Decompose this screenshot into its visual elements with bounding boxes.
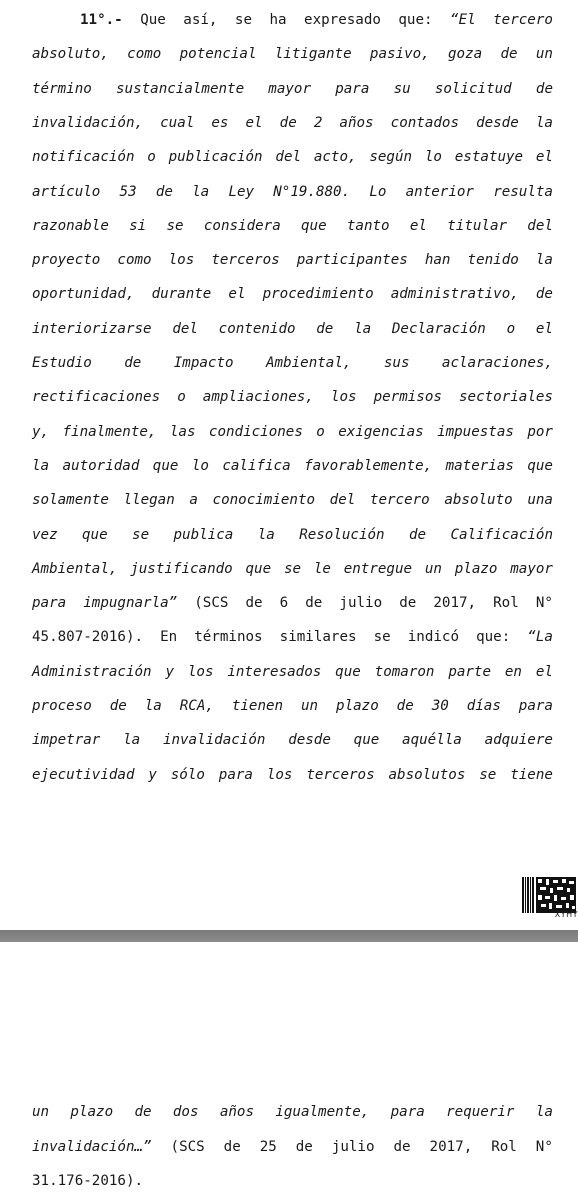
word: sustancialmente <box>115 80 245 97</box>
word: de <box>396 698 414 714</box>
word: materias <box>445 457 514 474</box>
word: Calificación <box>450 526 553 543</box>
word: N° <box>535 595 553 612</box>
word: de <box>155 183 173 200</box>
word: participantes <box>296 252 408 269</box>
text-line <box>32 456 553 476</box>
word: impetrar <box>32 732 101 749</box>
word: 25 <box>259 1138 277 1155</box>
text-line <box>32 216 553 236</box>
word: 11°.- <box>80 12 123 28</box>
word: “La <box>527 629 553 646</box>
word: solamente <box>32 492 109 509</box>
word: igualmente, <box>275 1104 370 1120</box>
word: el <box>535 663 553 680</box>
word: acto, <box>313 149 357 166</box>
word: para <box>32 595 67 612</box>
word: 6 <box>279 595 289 612</box>
word: de <box>535 286 553 303</box>
text-line <box>32 525 553 545</box>
word: indicó <box>407 629 460 646</box>
word: exigencias <box>338 423 424 440</box>
word: tercero <box>369 492 430 509</box>
word: una <box>527 492 553 509</box>
text-line <box>32 147 553 167</box>
word: terceros <box>211 252 280 269</box>
word: durante <box>151 286 212 303</box>
word: desde <box>288 732 331 749</box>
word: de <box>393 1138 411 1155</box>
word: N° <box>535 1138 553 1155</box>
word: 53 <box>119 183 137 200</box>
word: se <box>166 217 184 234</box>
word: litigante <box>274 46 352 63</box>
word: Rol <box>493 595 519 612</box>
word: parte <box>448 663 492 680</box>
text-line <box>32 284 553 304</box>
word: tenido <box>467 252 519 269</box>
word: autoridad <box>62 457 140 474</box>
word: interesados <box>227 663 322 680</box>
word: 30 <box>431 698 449 714</box>
word: que: <box>398 12 433 28</box>
word: un <box>535 46 553 63</box>
text-line <box>32 182 553 202</box>
word: notificación <box>32 149 135 166</box>
word: ampliaciones, <box>202 389 314 406</box>
word: de <box>295 1138 313 1155</box>
word: invalidación, <box>32 114 144 131</box>
text-line <box>32 1137 553 1157</box>
word: Resolución <box>299 526 385 543</box>
word: impugnarla” <box>83 595 178 612</box>
word: que <box>245 560 272 577</box>
word: resulta <box>493 183 553 200</box>
word: del <box>329 492 356 509</box>
word: administrativo, <box>390 286 519 303</box>
text-line <box>32 422 553 442</box>
word: la <box>354 320 372 337</box>
word: términos <box>194 629 263 646</box>
word: terceros <box>306 766 375 783</box>
word: Ley <box>228 183 255 200</box>
word: la <box>535 1104 553 1120</box>
word: Impacto <box>173 355 234 371</box>
word: (SCS <box>194 595 229 612</box>
word: años <box>219 1104 255 1120</box>
word: contados <box>390 114 459 131</box>
page-divider <box>0 930 578 942</box>
word: lo <box>191 457 209 474</box>
text-line <box>32 353 553 373</box>
word: proceso <box>32 698 92 714</box>
word: de <box>223 1138 241 1155</box>
word: o <box>177 389 186 406</box>
word: Lo <box>369 183 387 200</box>
word: En <box>160 629 178 646</box>
word: similares <box>279 629 357 646</box>
word: artículo <box>32 183 101 200</box>
word: como <box>127 46 162 63</box>
word: procedimiento <box>262 286 374 303</box>
word: y <box>148 766 157 783</box>
word: la <box>535 114 553 131</box>
word: requerir <box>446 1104 515 1120</box>
word: el <box>535 320 553 337</box>
word: estatuye <box>454 149 524 166</box>
word: tanto <box>346 217 390 234</box>
text-line <box>32 765 553 785</box>
word: de <box>124 355 142 371</box>
word: a <box>189 492 198 509</box>
word: han <box>424 252 451 269</box>
word: de <box>245 595 263 612</box>
word: califica <box>222 457 291 474</box>
word: RCA, <box>179 698 214 714</box>
word: lo <box>424 149 442 166</box>
word: el <box>535 149 553 166</box>
word: cual <box>160 114 195 131</box>
word: para <box>518 698 553 714</box>
word: de <box>316 320 334 337</box>
word: las <box>169 423 196 440</box>
word: anterior <box>405 183 474 200</box>
word: sus <box>383 355 410 371</box>
word: de <box>279 114 297 131</box>
word: de <box>535 80 553 97</box>
text-line <box>32 593 553 613</box>
word: o <box>506 320 516 337</box>
text-line <box>32 627 553 647</box>
word: 45.807-2016). <box>32 629 144 646</box>
word: término <box>32 80 92 97</box>
word: 2 <box>313 114 323 131</box>
word: Declaración <box>391 320 486 337</box>
word: invalidación <box>162 732 266 749</box>
word: Que <box>140 12 166 28</box>
word: permisos <box>373 389 442 406</box>
word: pasivo, <box>369 46 430 63</box>
word: solicitud <box>434 80 512 97</box>
word: finalmente, <box>62 423 157 440</box>
word: dos <box>172 1104 199 1120</box>
text-line <box>32 44 553 64</box>
word: un <box>424 560 442 577</box>
word: que <box>152 457 179 474</box>
word: así, <box>183 12 218 28</box>
word: que <box>301 217 327 234</box>
word: tercero <box>493 12 553 28</box>
word: que <box>353 732 380 749</box>
word: absoluto <box>444 492 513 509</box>
word: y <box>165 663 174 680</box>
word: julio <box>331 1138 375 1155</box>
text-line <box>32 662 553 682</box>
word: 2017, <box>433 595 477 612</box>
text-line <box>32 79 553 99</box>
word: que <box>335 663 361 680</box>
word: desde <box>476 114 519 131</box>
barcode-code: XYHY <box>554 910 578 919</box>
word: titular <box>447 217 508 234</box>
word: el <box>409 217 427 234</box>
word: del <box>172 320 198 337</box>
word: plazo <box>336 698 379 714</box>
word: 31.176-2016). <box>32 1173 144 1189</box>
word: un <box>301 698 319 714</box>
word: para <box>218 766 253 783</box>
text-line <box>32 387 553 407</box>
word: que: <box>476 629 511 646</box>
word: días <box>466 698 501 714</box>
word: la <box>535 252 553 269</box>
text-line <box>32 490 553 510</box>
word: condiciones <box>208 423 303 440</box>
word: Ambiental, <box>32 560 118 577</box>
word: Administración <box>32 663 152 680</box>
word: del <box>527 217 553 234</box>
word: 2017, <box>429 1138 473 1155</box>
word: Estudio <box>32 355 92 371</box>
word: plazo <box>70 1104 114 1120</box>
word: contenido <box>218 320 296 337</box>
word: la <box>257 526 275 543</box>
text-line <box>32 250 553 270</box>
word: goza <box>448 46 483 63</box>
word: el <box>228 286 246 303</box>
word: o <box>316 423 325 440</box>
word: N°19.880. <box>273 183 351 200</box>
word: se <box>479 766 497 783</box>
word: los <box>187 663 214 680</box>
word: de <box>134 1104 152 1120</box>
word: si <box>129 217 147 234</box>
text-line <box>32 559 553 579</box>
text-line <box>32 730 553 750</box>
text-line <box>32 319 553 339</box>
word: según <box>369 149 413 166</box>
word: oportunidad, <box>32 286 135 303</box>
word: o <box>147 149 156 166</box>
word: expresado <box>304 12 381 28</box>
word: el <box>245 114 263 131</box>
word: publica <box>173 526 234 543</box>
word: (SCS <box>170 1138 205 1155</box>
word: en <box>504 663 522 680</box>
word: conocimiento <box>212 492 316 509</box>
word: mayor <box>268 80 312 97</box>
word: considera <box>203 217 281 234</box>
word: Rol <box>491 1138 517 1155</box>
word: su <box>393 80 411 97</box>
word: tomaron <box>374 663 435 680</box>
word: sectoriales <box>459 389 553 406</box>
word: impuestas <box>437 423 514 440</box>
word: tienen <box>231 698 284 714</box>
word: julio <box>339 595 383 612</box>
word: ejecutividad <box>32 766 135 783</box>
word: tiene <box>510 766 553 783</box>
word: para <box>390 1104 425 1120</box>
text-line <box>32 1102 553 1122</box>
word: proyecto <box>32 252 101 269</box>
text-line <box>32 113 553 133</box>
word: de <box>399 595 417 612</box>
word: se <box>373 629 391 646</box>
word: y, <box>32 423 50 440</box>
word: del <box>275 149 302 166</box>
word: es <box>211 114 229 131</box>
word: le <box>313 560 331 577</box>
word: absoluto, <box>32 46 109 63</box>
text-line <box>32 696 553 716</box>
word: justificando <box>130 560 233 577</box>
word: que <box>527 457 553 474</box>
word: los <box>266 766 293 783</box>
word: se <box>283 560 302 577</box>
word: de <box>305 595 323 612</box>
word: los <box>330 389 357 406</box>
word: invalidación…” <box>32 1138 152 1155</box>
word: mayor <box>510 560 553 577</box>
word: rectificaciones <box>32 389 161 406</box>
word: ha <box>269 12 287 28</box>
word: como <box>117 252 152 269</box>
word: de <box>500 46 518 63</box>
word: publicación <box>168 149 263 166</box>
word: aquélla <box>402 732 462 749</box>
word: sólo <box>170 766 205 783</box>
word: potencial <box>179 46 257 63</box>
word: la <box>192 183 210 200</box>
word: la <box>32 457 50 474</box>
word: aclaraciones, <box>441 355 553 371</box>
word: años <box>339 114 374 131</box>
word: los <box>168 252 195 269</box>
word: de <box>409 526 427 543</box>
word: interiorizarse <box>32 320 152 337</box>
word: absolutos <box>388 766 466 783</box>
word: plazo <box>454 560 498 577</box>
word: la <box>144 698 162 714</box>
word: llegan <box>123 492 175 509</box>
word: para <box>335 80 370 97</box>
text-line <box>32 1171 553 1191</box>
word: vez <box>32 526 58 543</box>
word: un <box>32 1104 50 1120</box>
text-line <box>80 10 553 30</box>
word: se <box>234 12 253 28</box>
word: la <box>123 732 141 749</box>
word: por <box>527 423 553 440</box>
word: que <box>82 526 108 543</box>
word: Ambiental, <box>266 355 352 371</box>
word: “El <box>450 12 476 28</box>
word: razonable <box>32 217 109 234</box>
word: favorablemente, <box>304 457 433 474</box>
word: de <box>109 698 127 714</box>
word: se <box>132 526 150 543</box>
word: adquiere <box>484 732 553 749</box>
word: entregue <box>343 560 413 577</box>
